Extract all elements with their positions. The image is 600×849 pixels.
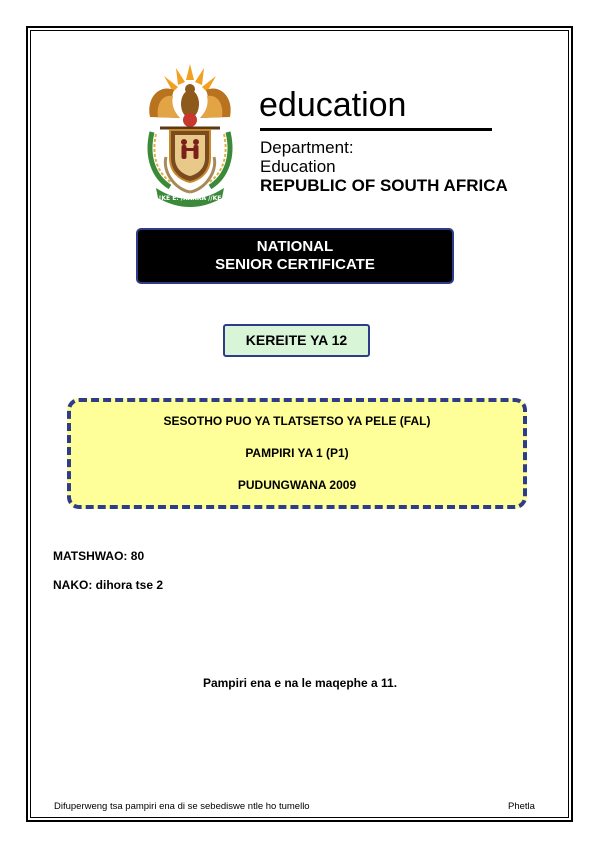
exam-session: PUDUNGWANA 2009 bbox=[237, 478, 357, 492]
coat-of-arms-icon bbox=[140, 62, 240, 207]
logo-divider bbox=[260, 128, 492, 131]
department-name: Education bbox=[260, 157, 336, 176]
marks-label: MATSHWAO: 80 bbox=[53, 549, 145, 563]
department-label: Department: bbox=[260, 138, 354, 157]
paper-number: PAMPIRI YA 1 (P1) bbox=[245, 446, 349, 460]
subject-box bbox=[67, 398, 527, 509]
grade-label: KEREITE YA 12 bbox=[223, 324, 370, 357]
certificate-line-2: SENIOR CERTIFICATE bbox=[215, 256, 375, 273]
country-name: REPUBLIC OF SOUTH AFRICA bbox=[260, 176, 508, 195]
subject-title: SESOTHO PUO YA TLATSETSO YA PELE (FAL) bbox=[163, 414, 431, 428]
footer-turn-over: Phetla bbox=[508, 801, 535, 812]
certificate-line-1: NATIONAL bbox=[256, 238, 334, 255]
time-label: NAKO: dihora tse 2 bbox=[53, 578, 164, 592]
logo-wordmark: education bbox=[259, 86, 407, 124]
certificate-banner bbox=[136, 228, 454, 284]
motto-text: !KE E: /XARRA //KE bbox=[158, 195, 222, 202]
footer-copyright: Difuperweng tsa pampiri ena di se sebediswe ntle ho tumello bbox=[54, 801, 310, 812]
pages-note: Pampiri ena e na le maqephe a 11. bbox=[202, 676, 398, 690]
